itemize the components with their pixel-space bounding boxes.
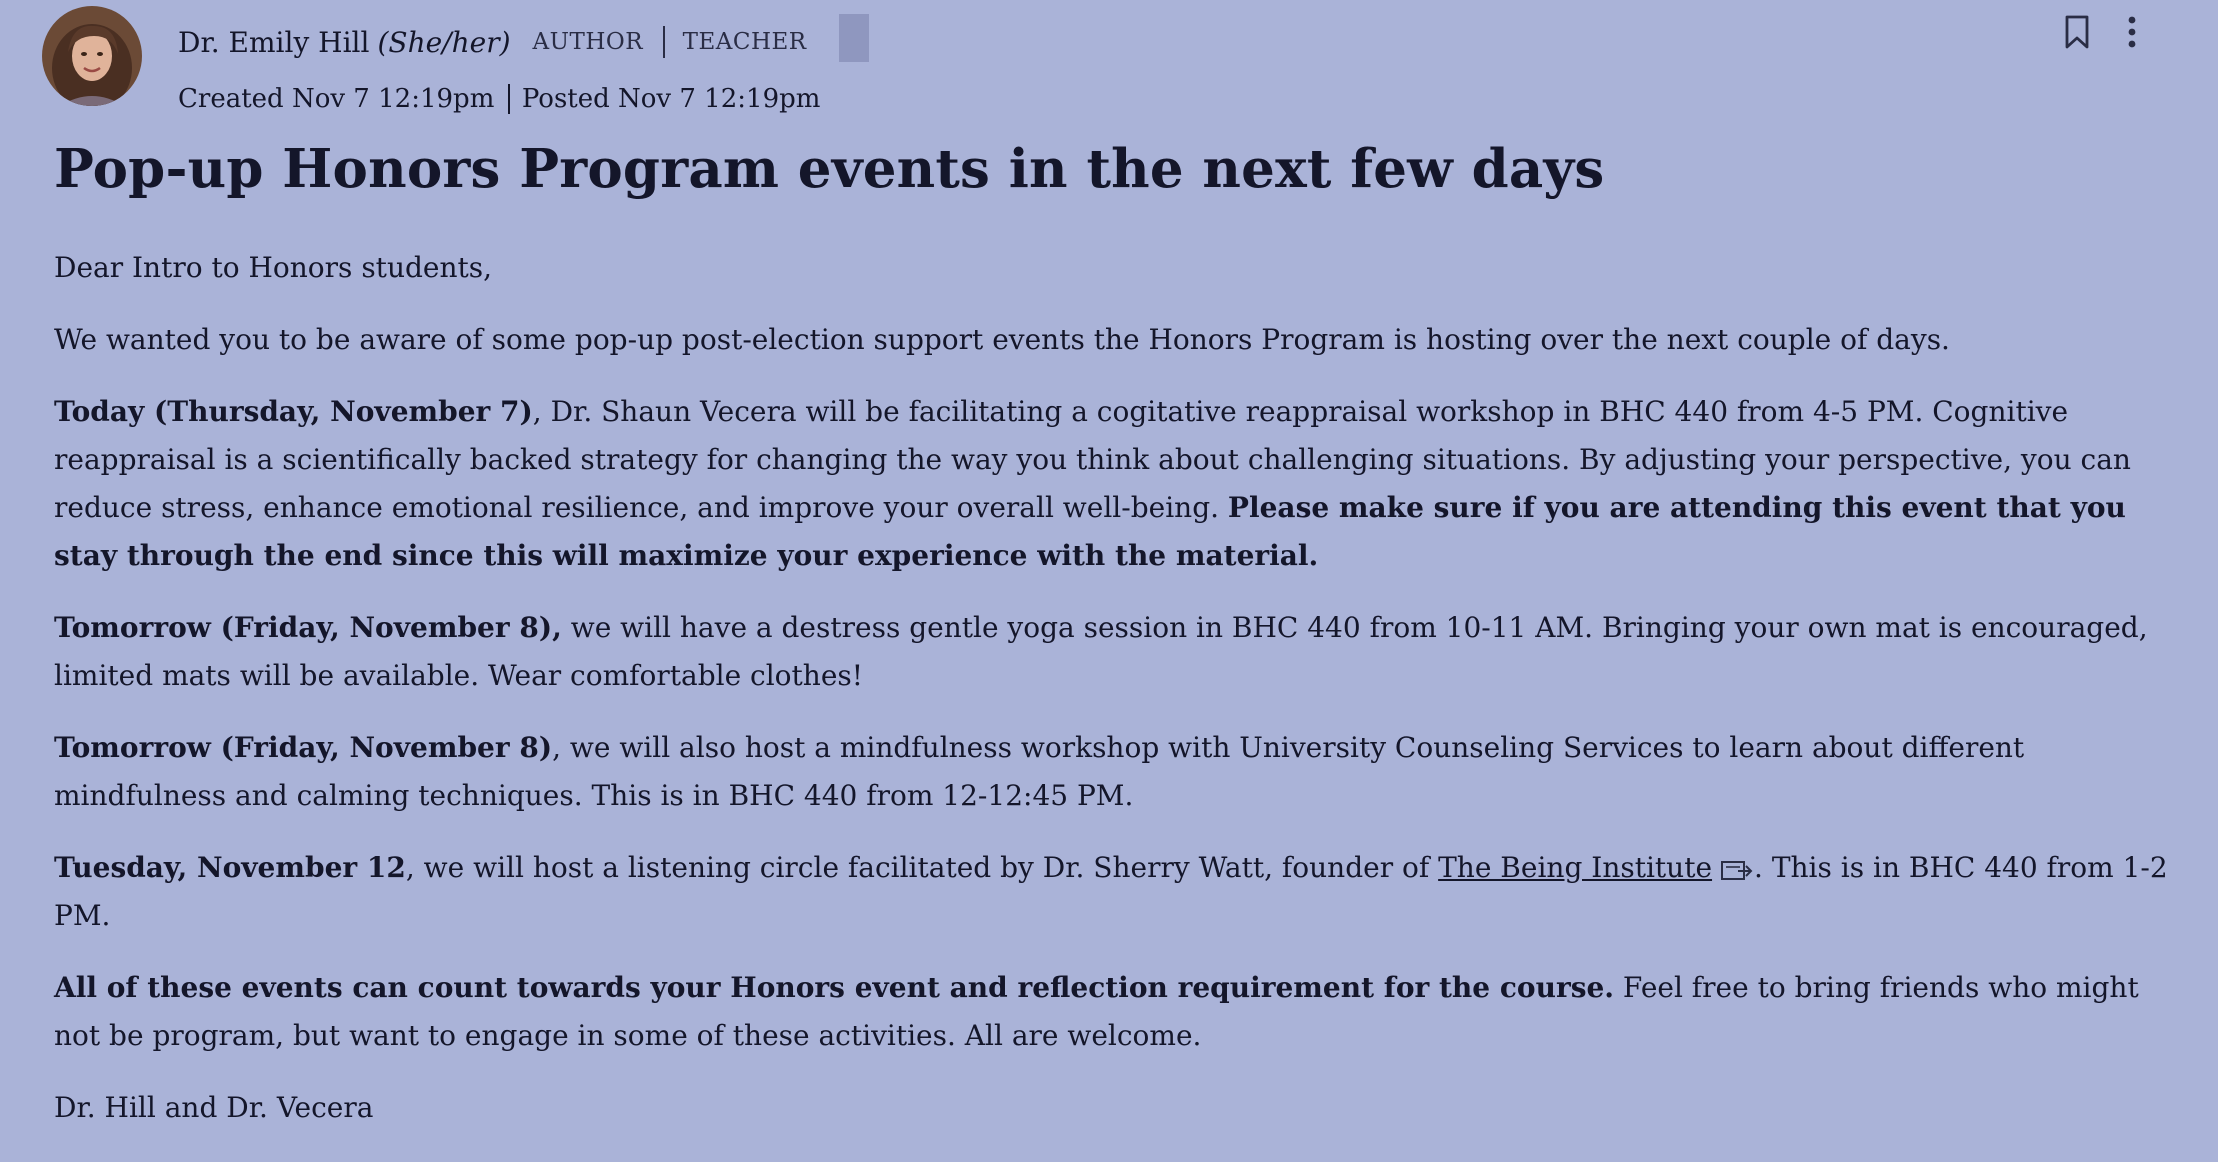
- event-text-listening-circle-end: . This is in BHC 440 from 1-2 PM.: [54, 851, 2168, 932]
- placeholder-block: [839, 14, 869, 62]
- event-emphasis-today: Please make sure if you are attending this event that you stay through the end since this will maximize your experience with the material.: [54, 491, 2126, 572]
- post-actions: [2064, 14, 2138, 50]
- event-paragraph-yoga: [54, 604, 2184, 700]
- post-body: [54, 244, 2184, 1156]
- role-badge-teacher: TEACHER: [682, 29, 807, 55]
- event-text-today: , Dr. Shaun Vecera will be facilitating a cogitative reappraisal workshop in BHC 440 from 4-5 PM. Cognitive reappraisal is a scientifically backed strategy for changing the way you think about challenging situations. By adjusting your perspective, you can reduce stress, enhance emotional resilience, and improve your overall well-being.: [54, 395, 2131, 524]
- created-date: Created Nov 7 12:19pm: [178, 84, 495, 114]
- event-text-listening-circle: , we will host a listening circle facilitated by Dr. Sherry Watt, founder of: [405, 851, 1439, 884]
- event-date-today: Today (Thursday, November 7): [54, 395, 533, 428]
- post-title: Pop-up Honors Program events in the next few days: [54, 138, 1605, 200]
- post-dates: [178, 84, 820, 114]
- posted-date: Posted Nov 7 12:19pm: [521, 84, 821, 114]
- role-badge-author: AUTHOR: [532, 29, 644, 55]
- author-name[interactable]: Dr. Emily Hill: [178, 25, 370, 59]
- author-pronouns: (She/her): [377, 25, 511, 59]
- closing-text: Feel free to bring friends who might not be program, but want to engage in some of these activities. All are welcome.: [54, 971, 2139, 1052]
- event-date-mindfulness: Tomorrow (Friday, November 8): [54, 731, 553, 764]
- external-link-icon[interactable]: [1720, 857, 1754, 883]
- being-institute-link[interactable]: The Being Institute: [1438, 851, 1713, 884]
- bookmark-icon: [2064, 14, 2090, 50]
- kebab-menu-icon: [2126, 14, 2138, 50]
- event-text-yoga: we will have a destress gentle yoga session in BHC 440 from 10-11 AM. Bringing your own mat is encouraged, limited mats will be available. Wear comfortable clothes!: [54, 611, 2148, 692]
- more-options-button[interactable]: [2126, 14, 2138, 50]
- event-date-yoga: Tomorrow (Friday, November 8),: [54, 611, 562, 644]
- event-text-mindfulness: , we will also host a mindfulness workshop with University Counseling Services to learn about different mindfulness and calming techniques. This is in BHC 440 from 12-12:45 PM.: [54, 731, 2025, 812]
- role-divider: [663, 26, 665, 58]
- closing-paragraph: [54, 964, 2184, 1060]
- avatar-photo-icon: [42, 6, 142, 106]
- date-divider: [508, 84, 510, 114]
- greeting: Dear Intro to Honors students,: [54, 251, 493, 284]
- intro-paragraph: We wanted you to be aware of some pop-up post-election support events the Honors Program is hosting over the next couple of days.: [54, 323, 1950, 356]
- event-paragraph-today: [54, 388, 2184, 580]
- signature: Dr. Hill and Dr. Vecera: [54, 1091, 374, 1124]
- bookmark-button[interactable]: [2064, 14, 2090, 50]
- author-meta: [178, 18, 869, 66]
- author-avatar[interactable]: [42, 6, 142, 106]
- closing-emphasis: All of these events can count towards your Honors event and reflection requirement for the course.: [54, 971, 1615, 1004]
- event-paragraph-listening-circle: [54, 844, 2184, 940]
- event-paragraph-mindfulness: [54, 724, 2184, 820]
- event-date-listening-circle: Tuesday, November 12: [54, 851, 406, 884]
